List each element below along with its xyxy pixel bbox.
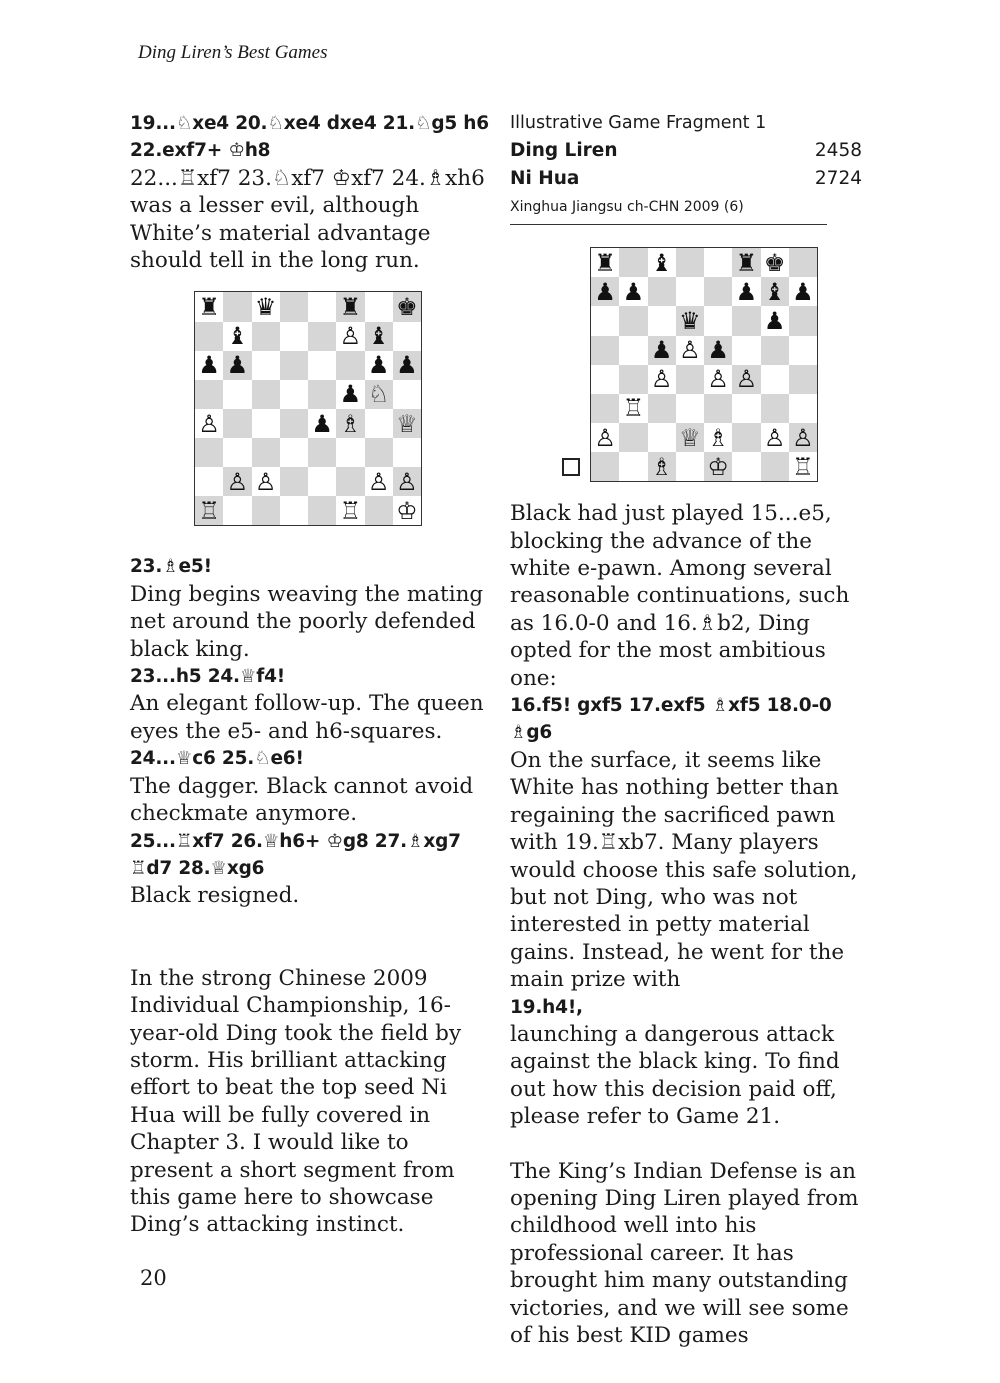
chess-piece-square: ♖ — [336, 496, 364, 525]
chess-piece-square: ♖ — [619, 394, 647, 423]
chess-piece-square: ♟ — [732, 277, 760, 306]
chess-piece-square: ♟ — [195, 351, 223, 380]
chess-square — [308, 351, 336, 380]
player-rating: 2724 — [814, 167, 862, 189]
move-line: 25...♖xf7 26.♕h6+ ♔g8 27.♗xg7 — [130, 830, 461, 852]
event-line: Xinghua Jiangsu ch-CHN 2009 (6) — [510, 192, 827, 225]
chess-piece-square: ♕ — [393, 409, 421, 438]
move-line: 19...♘xe4 20.♘xe4 dxe4 21.♘g5 h6 — [130, 113, 489, 134]
diagram — [510, 247, 870, 482]
chess-piece-square: ♚ — [393, 292, 421, 321]
chess-piece-square: ♝ — [223, 322, 251, 351]
chess-piece-square: ♙ — [365, 467, 393, 496]
chess-piece-square: ♟ — [619, 277, 647, 306]
chess-square — [789, 306, 817, 335]
chess-piece-square: ♔ — [393, 496, 421, 525]
chess-square — [732, 336, 760, 365]
chess-square — [280, 292, 308, 321]
chess-square — [308, 467, 336, 496]
chess-square — [761, 394, 789, 423]
chess-square — [365, 496, 393, 525]
chess-square — [393, 380, 421, 409]
chess-square — [365, 438, 393, 467]
chess-piece-square: ♜ — [591, 248, 619, 277]
chess-square — [704, 277, 732, 306]
chess-piece-square: ♖ — [195, 496, 223, 525]
chess-square — [308, 380, 336, 409]
move-line: 23.♗e5! — [130, 556, 212, 578]
move-line: 22.exf7+ ♔h8 — [130, 140, 271, 162]
chess-piece-square: ♙ — [336, 322, 364, 351]
chess-piece-square: ♙ — [195, 409, 223, 438]
chess-square — [195, 438, 223, 467]
chess-piece-square: ♖ — [789, 452, 817, 481]
chess-piece-square: ♟ — [365, 351, 393, 380]
chess-square — [648, 277, 676, 306]
chess-square — [252, 496, 280, 525]
move-line: ♖d7 28.♕xg6 — [130, 857, 265, 879]
chess-square — [280, 467, 308, 496]
player-row-black — [510, 165, 862, 192]
chess-square — [280, 380, 308, 409]
chess-piece-square: ♙ — [648, 365, 676, 394]
chess-square — [732, 394, 760, 423]
chess-square — [252, 438, 280, 467]
chess-piece-square: ♙ — [732, 365, 760, 394]
chess-square — [223, 409, 251, 438]
paragraph: The dagger. Black cannot avoid checkmate anymore. — [130, 773, 474, 827]
chess-square — [336, 438, 364, 467]
chess-square — [761, 365, 789, 394]
chess-piece-square: ♛ — [676, 306, 704, 335]
chess-square — [223, 438, 251, 467]
chess-piece-square: ♙ — [393, 467, 421, 496]
chess-piece-square: ♙ — [789, 423, 817, 452]
chess-square — [308, 438, 336, 467]
chess-piece-square: ♗ — [704, 423, 732, 452]
chess-square — [619, 452, 647, 481]
paragraph: In the strong Chinese 2009 Individual Championship, 16-year-old Ding took the field by storm. His brilliant attacking effort to beat the top seed Ni Hua will be fully covered in Chapter 3. I would like to present a short segment from this game here to showcase Ding’s attacking instinct. — [130, 965, 462, 1238]
chess-piece-square: ♟ — [393, 351, 421, 380]
chess-square — [591, 306, 619, 335]
chess-square — [619, 423, 647, 452]
move-line: 24...♕c6 25.♘e6! — [130, 748, 304, 770]
player-name: Ni Hua — [510, 167, 580, 189]
chess-square — [195, 467, 223, 496]
chess-square — [336, 351, 364, 380]
chess-square — [252, 380, 280, 409]
chess-square — [676, 394, 704, 423]
chess-piece-square: ♟ — [761, 306, 789, 335]
chess-square — [619, 336, 647, 365]
chess-piece-square: ♟ — [789, 277, 817, 306]
white-to-move-marker — [562, 458, 580, 476]
chess-square — [676, 365, 704, 394]
player-row-white — [510, 137, 862, 164]
chess-square — [280, 438, 308, 467]
chess-square — [195, 380, 223, 409]
player-name: Ding Liren — [510, 140, 618, 162]
chess-piece-square: ♙ — [591, 423, 619, 452]
chess-square — [223, 496, 251, 525]
chess-piece-square: ♕ — [676, 423, 704, 452]
chess-square — [619, 365, 647, 394]
page-number: 20 — [140, 1266, 167, 1290]
chess-square — [676, 277, 704, 306]
chess-square — [280, 351, 308, 380]
chess-square — [336, 467, 364, 496]
chess-piece-square: ♟ — [591, 277, 619, 306]
chess-piece-square: ♛ — [252, 292, 280, 321]
chess-square — [648, 306, 676, 335]
chess-square — [789, 394, 817, 423]
chess-piece-square: ♚ — [761, 248, 789, 277]
chess-square — [223, 292, 251, 321]
chess-square — [704, 248, 732, 277]
chess-square — [365, 409, 393, 438]
paragraph: Black had just played 15...e5, blocking the advance of the white e-pawn. Among several reasonable continuations, such as 16.0-0 and 16.♗b2, Ding opted for the most ambitious one: — [510, 501, 850, 691]
chess-square — [648, 423, 676, 452]
chess-piece-square: ♜ — [336, 292, 364, 321]
left-column — [130, 110, 490, 1239]
chess-square — [732, 423, 760, 452]
move-line: 23...h5 24.♕f4! — [130, 666, 286, 688]
chess-square — [252, 409, 280, 438]
chess-square — [223, 380, 251, 409]
chess-square — [732, 452, 760, 481]
chess-board — [194, 291, 422, 526]
chess-square — [308, 292, 336, 321]
fragment-title: Illustrative Game Fragment 1 — [510, 113, 767, 133]
chess-square — [308, 322, 336, 351]
right-column — [510, 110, 870, 1349]
chess-square — [648, 394, 676, 423]
chess-square — [195, 322, 223, 351]
chess-square — [676, 248, 704, 277]
chess-square — [591, 336, 619, 365]
move-line: 16.f5! gxf5 17.exf5 ♗xf5 18.0-0 ♗g6 — [510, 695, 832, 744]
chess-square — [591, 394, 619, 423]
chess-piece-square: ♗ — [648, 452, 676, 481]
chess-piece-square: ♝ — [648, 248, 676, 277]
chess-piece-square: ♙ — [676, 336, 704, 365]
chess-square — [591, 452, 619, 481]
chess-square — [732, 306, 760, 335]
chess-piece-square: ♙ — [223, 467, 251, 496]
running-head: Ding Liren’s Best Games — [138, 42, 328, 63]
paragraph: launching a dangerous attack against the black king. To find out how this decision paid off, please refer to Game 21. — [510, 1021, 840, 1130]
chess-piece-square: ♝ — [761, 277, 789, 306]
paragraph: 22...♖xf7 23.♘xf7 ♔xf7 24.♗xh6 was a lesser evil, although White’s material advantage should tell in the long run. — [130, 165, 485, 274]
chess-piece-square: ♗ — [336, 409, 364, 438]
chess-piece-square: ♙ — [761, 423, 789, 452]
paragraph: On the surface, it seems like White has nothing better than regaining the sacrificed pawn with 19.♖xb7. Many players would choose this safe solution, but not Ding, who was not interested in petty material gains. Instead, he went for the main prize with — [510, 747, 858, 993]
chess-square — [761, 452, 789, 481]
chess-square — [619, 306, 647, 335]
chess-square — [280, 409, 308, 438]
chess-piece-square: ♜ — [732, 248, 760, 277]
chess-square — [393, 322, 421, 351]
diagram — [130, 291, 490, 526]
paragraph: An elegant follow-up. The queen eyes the e5- and h6-squares. — [130, 691, 484, 744]
chess-square — [704, 306, 732, 335]
chess-piece-square: ♘ — [365, 380, 393, 409]
chess-piece-square: ♝ — [365, 322, 393, 351]
chess-piece-square: ♜ — [195, 292, 223, 321]
chess-square — [393, 438, 421, 467]
chess-piece-square: ♟ — [336, 380, 364, 409]
chess-square — [789, 248, 817, 277]
chess-square — [789, 336, 817, 365]
chess-square — [619, 248, 647, 277]
chess-piece-square: ♟ — [223, 351, 251, 380]
chess-square — [365, 292, 393, 321]
chess-board — [590, 247, 818, 482]
chess-square — [789, 365, 817, 394]
chess-square — [308, 496, 336, 525]
paragraph: Black resigned. — [130, 883, 300, 909]
chess-square — [761, 336, 789, 365]
paragraph: The King’s Indian Defense is an opening Ding Liren played from childhood well into his professional career. It has brought him many outstanding victories, and we will see some of his best KID games — [510, 1158, 859, 1348]
chess-square — [252, 322, 280, 351]
player-rating: 2458 — [814, 140, 862, 162]
paragraph: Ding begins weaving the mating net around the poorly defended black king. — [130, 581, 484, 662]
chess-piece-square: ♟ — [704, 336, 732, 365]
chess-square — [676, 452, 704, 481]
chess-piece-square: ♔ — [704, 452, 732, 481]
chess-piece-square: ♟ — [308, 409, 336, 438]
chess-square — [704, 394, 732, 423]
move-line: 19.h4!, — [510, 996, 583, 1018]
chess-piece-square: ♙ — [704, 365, 732, 394]
chess-piece-square: ♟ — [648, 336, 676, 365]
chess-piece-square: ♙ — [252, 467, 280, 496]
chess-square — [252, 351, 280, 380]
chess-square — [280, 322, 308, 351]
chess-square — [280, 496, 308, 525]
chess-square — [591, 365, 619, 394]
